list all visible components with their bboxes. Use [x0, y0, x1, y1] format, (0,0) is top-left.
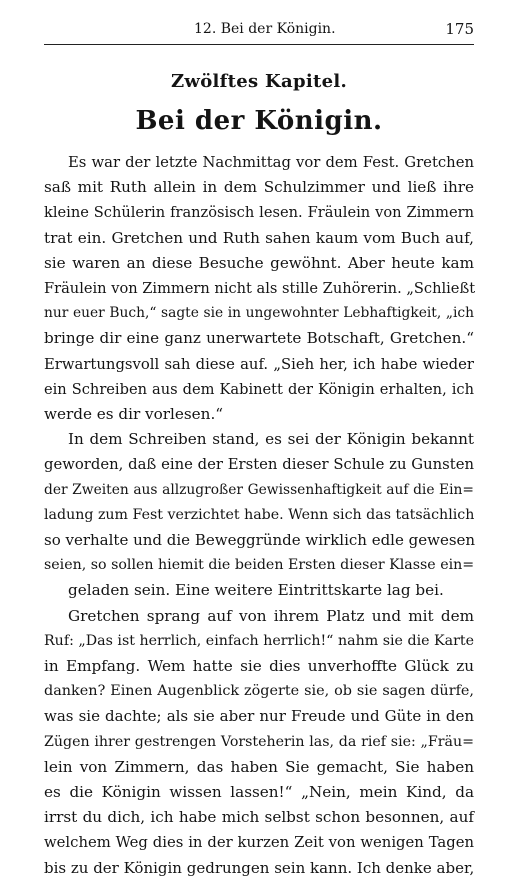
text-line: sie waren an diese Besuche gewöhnt. Aber heute kam [44, 253, 474, 272]
text-line: es die Königin wissen lassen!“ „Nein, mein Kind, da [44, 783, 474, 802]
text-line: nur euer Buch,“ sagte sie in ungewohnter Lebhaftigkeit, „ich [44, 305, 474, 322]
paragraph [44, 604, 474, 881]
text-line: lein von Zimmern, das haben Sie gemacht, Sie haben [44, 757, 474, 776]
paragraph [44, 427, 474, 603]
chapter-label: Zwölftes Kapitel. [170, 71, 348, 92]
text-line: der Zweiten aus allzugroßer Gewissenhaftigkeit auf die Ein= [44, 481, 474, 498]
text-line: ein Schreiben aus dem Kabinett der Königin erhalten, ich [44, 380, 474, 398]
text-line: in Empfang. Wem hatte sie dies unverhoffte Glück zu [44, 657, 474, 676]
chapter-title: Bei der Königin. [135, 106, 383, 136]
page-number: 175 [445, 20, 474, 38]
text-line: so verhalte und die Beweggründe wirklich edle gewesen [44, 531, 476, 550]
paragraph [44, 150, 474, 427]
text-line: geworden, daß eine der Ersten dieser Schule zu Gunsten [44, 456, 474, 474]
text-line: Erwartungsvoll sah diese auf. „Sieh her, ich habe wieder [44, 355, 474, 373]
text-line: seien, so sollen hiemit die beiden Ersten dieser Klasse ein= [44, 557, 475, 574]
body-text [44, 150, 474, 881]
text-line: Zügen ihrer gestrengen Vorsteherin las, da rief sie: „Fräu= [44, 733, 474, 750]
text-line: Ruf: „Das ist herrlich, einfach herrlich!“ nahm sie die Karte [44, 632, 474, 649]
text-line: bringe dir eine ganz unerwartete Botschaft, Gretchen.“ [44, 329, 474, 348]
text-line: trat ein. Gretchen und Ruth sahen kaum vom Buch auf, [44, 228, 474, 247]
text-line: In dem Schreiben stand, es sei der Königin bekannt [68, 430, 474, 449]
text-line: Es war der letzte Nachmittag vor dem Fest. Gretchen [68, 154, 474, 171]
text-line: danken? Einen Augenblick zögerte sie, ob sie sagen dürfe, [44, 683, 474, 700]
text-line: ladung zum Fest verzichtet habe. Wenn sich das tatsächlich [44, 506, 475, 523]
text-line: was sie dachte; als sie aber nur Freude und Güte in den [44, 707, 474, 726]
text-line: geladen sein. Eine weitere Eintrittskarte lag bei. [68, 581, 444, 600]
running-title: 12. Bei der Königin. [194, 21, 336, 37]
text-line: werde es dir vorlesen.“ [44, 405, 224, 424]
book-page [44, 18, 474, 881]
text-line: welchem Weg dies in der kurzen Zeit von wenigen Tagen [44, 834, 474, 852]
text-line: Fräulein von Zimmern nicht als stille Zuhörerin. „Schließt [44, 280, 476, 298]
text-line: Gretchen sprang auf von ihrem Platz und mit dem [68, 606, 474, 625]
running-header [44, 18, 474, 45]
text-line: bis zu der Königin gedrungen sein kann. Ich denke aber, [44, 858, 475, 877]
text-line: irrst du dich, ich habe mich selbst schon besonnen, auf [44, 808, 474, 827]
text-line: saß mit Ruth allein in dem Schulzimmer und ließ ihre [44, 178, 474, 197]
text-line: kleine Schülerin französisch lesen. Fräulein von Zimmern [44, 204, 474, 222]
